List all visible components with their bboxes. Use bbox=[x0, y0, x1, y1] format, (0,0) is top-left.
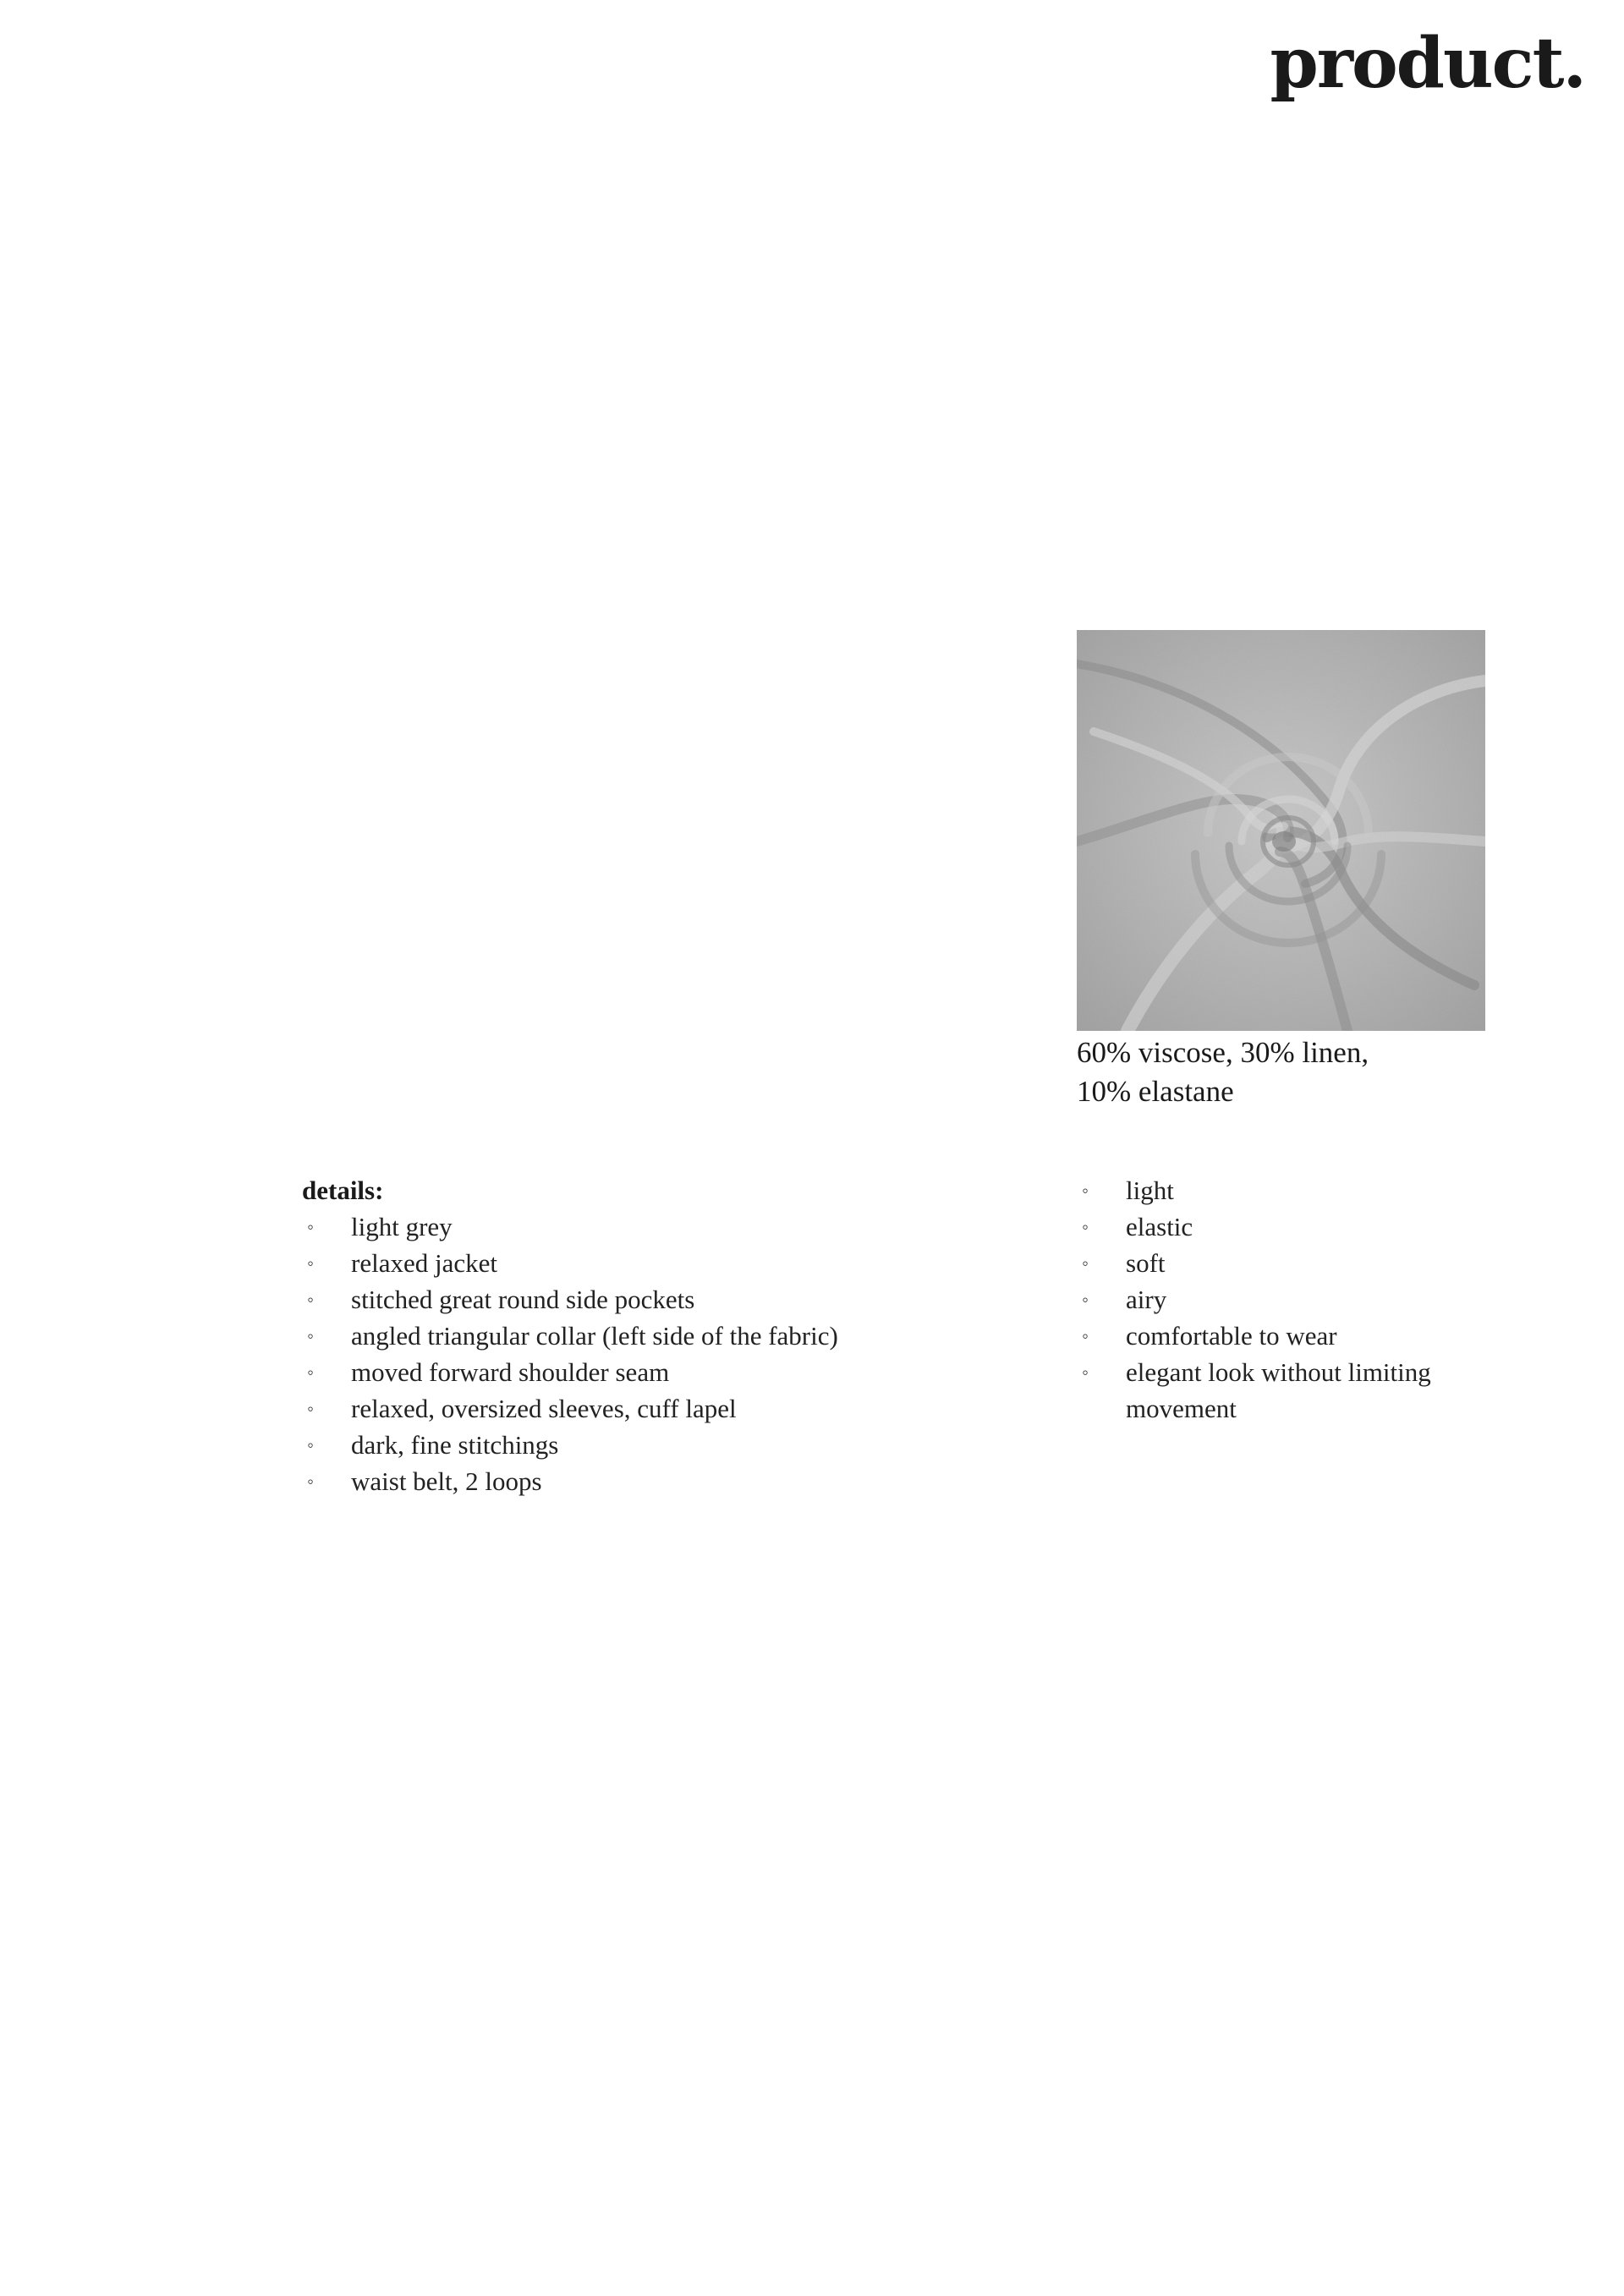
details-section bbox=[302, 1172, 996, 1499]
bullet-icon: ◦ bbox=[307, 1325, 314, 1346]
fabric-swatch-image bbox=[1077, 630, 1485, 1031]
details-heading: details: bbox=[302, 1175, 384, 1205]
details-list bbox=[302, 1208, 996, 1499]
list-item bbox=[302, 1318, 996, 1354]
list-item-text: comfortable to wear bbox=[1126, 1321, 1337, 1351]
bullet-icon: ◦ bbox=[1082, 1180, 1089, 1201]
bullet-icon: ◦ bbox=[307, 1398, 314, 1419]
page-title: product. bbox=[1270, 23, 1585, 104]
list-item-text: elastic bbox=[1126, 1212, 1193, 1241]
list-item-text: angled triangular collar (left side of the fabric) bbox=[351, 1321, 838, 1351]
list-item bbox=[302, 1208, 996, 1245]
fabric-composition bbox=[1077, 1033, 1483, 1111]
bullet-icon: ◦ bbox=[307, 1216, 314, 1237]
composition-line-2: 10% elastane bbox=[1077, 1075, 1234, 1108]
list-item bbox=[302, 1354, 996, 1390]
qualities-section bbox=[1077, 1172, 1517, 1427]
list-item bbox=[302, 1427, 996, 1463]
bullet-icon: ◦ bbox=[307, 1289, 314, 1310]
list-item bbox=[1077, 1172, 1517, 1208]
bullet-icon: ◦ bbox=[1082, 1216, 1089, 1237]
list-item bbox=[302, 1463, 996, 1499]
bullet-icon: ◦ bbox=[307, 1362, 314, 1383]
list-item-text: moved forward shoulder seam bbox=[351, 1357, 670, 1387]
bullet-icon: ◦ bbox=[307, 1434, 314, 1455]
bullet-icon: ◦ bbox=[307, 1471, 314, 1492]
list-item bbox=[1077, 1354, 1517, 1427]
list-item-text: dark, fine stitchings bbox=[351, 1430, 559, 1460]
list-item-text: elegant look without limiting movement bbox=[1126, 1357, 1431, 1423]
bullet-icon: ◦ bbox=[307, 1252, 314, 1274]
list-item-text: relaxed jacket bbox=[351, 1248, 497, 1278]
list-item-text: relaxed, oversized sleeves, cuff lapel bbox=[351, 1394, 737, 1423]
list-item bbox=[1077, 1281, 1517, 1318]
list-item bbox=[302, 1245, 996, 1281]
list-item-text: stitched great round side pockets bbox=[351, 1285, 695, 1314]
bullet-icon: ◦ bbox=[1082, 1325, 1089, 1346]
list-item-text: light grey bbox=[351, 1212, 453, 1241]
list-item bbox=[302, 1281, 996, 1318]
list-item-text: airy bbox=[1126, 1285, 1167, 1314]
fabric-swirl-graphic bbox=[1077, 630, 1485, 1031]
bullet-icon: ◦ bbox=[1082, 1252, 1089, 1274]
list-item-text: soft bbox=[1126, 1248, 1166, 1278]
list-item-text: waist belt, 2 loops bbox=[351, 1466, 542, 1496]
qualities-list bbox=[1077, 1172, 1517, 1427]
list-item bbox=[1077, 1318, 1517, 1354]
list-item bbox=[1077, 1208, 1517, 1245]
list-item-text: light bbox=[1126, 1175, 1174, 1205]
composition-line-1: 60% viscose, 30% linen, bbox=[1077, 1036, 1369, 1069]
bullet-icon: ◦ bbox=[1082, 1362, 1089, 1383]
list-item bbox=[302, 1390, 996, 1427]
bullet-icon: ◦ bbox=[1082, 1289, 1089, 1310]
list-item bbox=[1077, 1245, 1517, 1281]
